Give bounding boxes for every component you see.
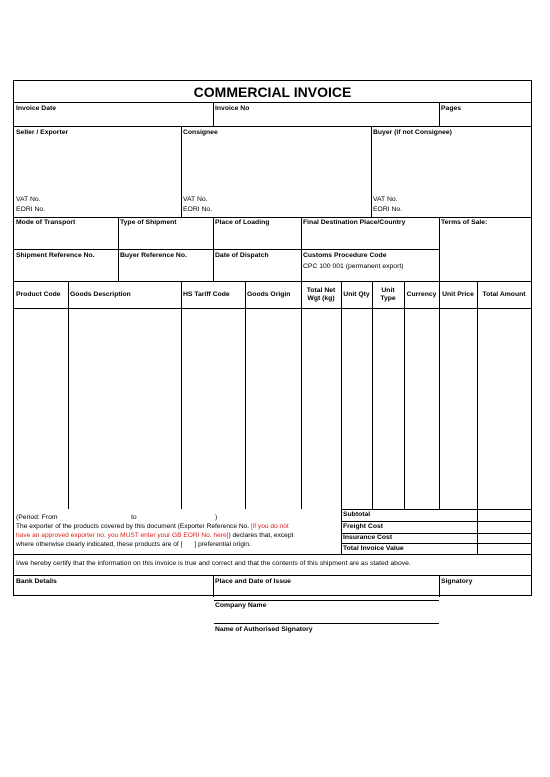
col-unit-price: Unit Price xyxy=(442,291,474,298)
rule xyxy=(14,217,531,218)
col-total-net-line1: Total Net xyxy=(306,287,336,294)
rule xyxy=(213,102,214,126)
document-title: COMMERCIAL INVOICE xyxy=(193,84,352,100)
declaration-line3-end: ] preferential origin. xyxy=(194,541,251,548)
invoice-date-label: Invoice Date xyxy=(16,105,57,112)
pages-label: Pages xyxy=(441,105,462,112)
rule xyxy=(14,249,439,250)
buyer-eori-label: EORI No. xyxy=(373,206,403,213)
rule xyxy=(14,126,531,127)
buyer-label: Buyer (if not Consignee) xyxy=(373,129,452,136)
rule xyxy=(301,217,302,281)
buyer-vat-label: VAT No. xyxy=(373,196,398,203)
declaration-line2: ) declares that, except xyxy=(228,532,294,539)
period-to-label: to xyxy=(131,514,137,521)
rule xyxy=(439,281,440,509)
customs-procedure-code-value: CPC 100 001 (permanent export) xyxy=(303,263,404,270)
rule xyxy=(214,623,439,624)
col-goods-origin: Goods Origin xyxy=(247,291,291,298)
place-of-loading-label: Place of Loading xyxy=(215,219,270,226)
rule xyxy=(181,281,182,509)
rule xyxy=(439,102,440,126)
shipment-reference-label: Shipment Reference No. xyxy=(16,252,95,259)
company-name-label: Company Name xyxy=(215,602,267,609)
rule xyxy=(341,509,531,510)
rule xyxy=(301,281,302,509)
col-unit-type xyxy=(372,287,404,302)
consignee-label: Consignee xyxy=(183,129,218,136)
rule xyxy=(14,308,531,309)
seller-eori-label: EORI No. xyxy=(16,206,46,213)
total-invoice-value-label: Total Invoice Value xyxy=(343,545,404,552)
declaration-line3: where otherwise clearly indicated, these products are of [ xyxy=(16,541,183,548)
col-total-amount: Total Amount xyxy=(482,291,526,298)
rule xyxy=(213,575,214,597)
rule xyxy=(214,600,439,601)
commercial-invoice-form xyxy=(13,80,532,633)
invoice-no-label: Invoice No xyxy=(215,105,250,112)
rule xyxy=(372,281,373,509)
certification-statement: I/we hereby certify that the information on this invoice is true and correct and that the contents of this shipment are as stated above. xyxy=(16,560,411,567)
col-unit-qty: Unit Qty xyxy=(343,291,370,298)
period-close: ) xyxy=(215,514,218,521)
rule xyxy=(439,217,440,281)
rule xyxy=(14,575,531,576)
rule xyxy=(14,554,531,555)
authorised-signatory-label: Name of Authorised Signatory xyxy=(215,626,313,633)
col-total-net-wgt xyxy=(301,287,341,302)
col-product-code: Product Code xyxy=(16,291,61,298)
rule xyxy=(477,281,478,554)
col-goods-description: Goods Description xyxy=(70,291,131,298)
bank-details-label: Bank Details xyxy=(16,578,57,585)
rule xyxy=(439,575,440,597)
final-destination-label: Final Destination Place/Country xyxy=(303,219,406,226)
rule xyxy=(245,281,246,509)
rule xyxy=(118,217,119,281)
col-unit-type-line1: Unit xyxy=(381,287,395,294)
customs-procedure-code-label: Customs Procedure Code xyxy=(303,252,387,259)
mode-of-transport-label: Mode of Transport xyxy=(16,219,76,226)
rule xyxy=(68,281,69,509)
seller-label: Seller / Exporter xyxy=(16,129,69,136)
rule xyxy=(181,126,182,217)
declaration-line1: The exporter of the products covered by this document (Exporter Reference No. xyxy=(16,523,251,530)
col-hs-tariff-code: HS Tariff Code xyxy=(183,291,230,298)
consignee-eori-label: EORI No. xyxy=(183,206,213,213)
subtotal-label: Subtotal xyxy=(343,511,371,518)
rule xyxy=(213,217,214,281)
freight-cost-label: Freight Cost xyxy=(343,523,384,530)
rule xyxy=(341,543,531,544)
date-of-dispatch-label: Date of Dispatch xyxy=(215,252,269,259)
terms-of-sale-label: Terms of Sale: xyxy=(441,219,488,226)
col-currency: Currency xyxy=(406,291,437,298)
declaration-line2-instruction: have an approved exporter no. you MUST enter your GB EORI No. here] xyxy=(16,532,229,539)
col-unit-type-line2: Type xyxy=(380,294,396,302)
insurance-cost-label: Insurance Cost xyxy=(343,534,393,541)
col-total-net-line2: Wgt (kg) xyxy=(307,294,335,302)
rule xyxy=(341,521,531,522)
signatory-label: Signatory xyxy=(441,578,473,585)
seller-vat-label: VAT No. xyxy=(16,196,41,203)
buyer-reference-label: Buyer Reference No. xyxy=(120,252,187,259)
rule xyxy=(404,281,405,509)
rule xyxy=(371,126,372,217)
consignee-vat-label: VAT No. xyxy=(183,196,208,203)
rule xyxy=(14,281,531,282)
place-date-of-issue-label: Place and Date of Issue xyxy=(215,578,291,585)
period-from-label: (Period: From xyxy=(16,514,58,521)
rule xyxy=(341,281,342,554)
origin-declaration-text xyxy=(16,522,342,549)
rule xyxy=(14,102,531,103)
type-of-shipment-label: Type of Shipment xyxy=(120,219,177,226)
declaration-line1-instruction: [if you do not xyxy=(250,523,289,530)
